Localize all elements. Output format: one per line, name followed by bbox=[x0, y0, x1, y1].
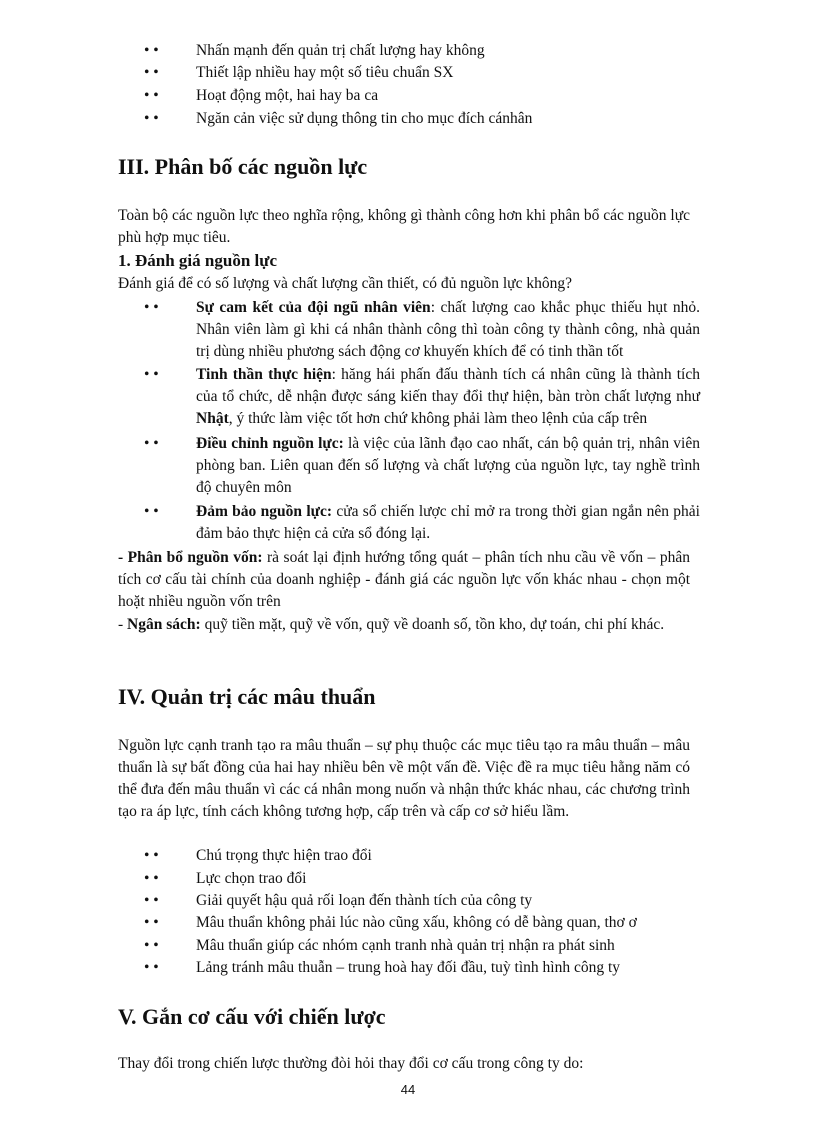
bullet-icon: • • bbox=[144, 959, 159, 976]
paragraph: Thay đổi trong chiến lược thường đòi hỏi thay đổi cơ cấu trong công ty do: bbox=[118, 1055, 584, 1072]
bullet-icon: • • bbox=[144, 87, 159, 104]
list-item: • • Lảng tránh mâu thuẫn – trung hoà hay đối đầu, tuỳ tình hình công ty bbox=[144, 957, 704, 979]
bullet-icon: • • bbox=[144, 366, 159, 383]
section-heading: V. Gắn cơ cấu với chiến lược bbox=[118, 1004, 386, 1029]
bullet-icon: • • bbox=[144, 299, 159, 316]
section-heading: III. Phân bố các nguồn lực bbox=[118, 154, 368, 179]
list-item: • • Mâu thuẩn không phải lúc nào cũng xấu, không có dễ bàng quan, thơ ơ bbox=[144, 912, 704, 934]
bullet-icon: • • bbox=[144, 914, 159, 931]
list-item: • • Giải quyết hậu quả rối loạn đến thành tích của công ty bbox=[144, 890, 704, 912]
bullet-icon: • • bbox=[144, 42, 159, 59]
paragraph: Toàn bộ các nguồn lực theo nghĩa rộng, không gì thành công hơn khi phân bổ các nguồn lực phù hợp mục tiêu. bbox=[118, 207, 690, 246]
bullet-icon: • • bbox=[144, 847, 159, 864]
paragraph: Đánh giá để có số lượng và chất lượng cần thiết, có đủ nguồn lực không? bbox=[118, 275, 572, 292]
list-item: • • Hoạt động một, hai hay ba ca bbox=[144, 85, 704, 107]
list-item: • • Điều chỉnh nguồn lực: là việc của lãnh đạo cao nhất, cán bộ quản trị, nhân viên phòng ban. Liên quan đến số lượng và chất lượng của nguồn lực, tay nghề trình độ chuyên môn bbox=[144, 435, 700, 496]
list-item: • • Đảm bảo nguồn lực: cửa sổ chiến lược chỉ mở ra trong thời gian ngắn nên phải đảm bảo thực hiện cả cửa sổ đóng lại. bbox=[144, 503, 700, 542]
section-heading: IV. Quản trị các mâu thuẩn bbox=[118, 684, 376, 709]
bullet-icon: • • bbox=[144, 64, 159, 81]
list-item: • • Chú trọng thực hiện trao đổi bbox=[144, 845, 704, 867]
list-item: • • Nhấn mạnh đến quản trị chất lượng hay không bbox=[144, 40, 704, 62]
paragraph: Nguồn lực cạnh tranh tạo ra mâu thuẩn – sự phụ thuộc các mục tiêu tạo ra mâu thuẩn – mâu thuẩn là sự bất đồng của hai hay nhiều bên về một vấn đề. Việc đề ra mục tiêu hằng năm có thể đưa đến mâu thuẩn vì các cá nhân mong nuốn và nhận thức khác nhau, các chương trình tạo ra áp lực, tính cách không tương hợp, cấp trên và cấp cơ sở hiểu lầm. bbox=[118, 737, 690, 820]
page-number: 44 bbox=[400, 1082, 416, 1097]
bullet-icon: • • bbox=[144, 937, 159, 954]
paragraph: - Ngân sách: quỹ tiền mặt, quỹ về vốn, quỹ về doanh số, tồn kho, dự toán, chi phí khác. bbox=[118, 616, 665, 633]
subsection-heading: 1. Đánh giá nguồn lực bbox=[118, 251, 277, 270]
list-item: • • Lực chọn trao đổi bbox=[144, 868, 704, 890]
bullet-icon: • • bbox=[144, 892, 159, 909]
list-item: • • Mâu thuẩn giúp các nhóm cạnh tranh nhà quản trị nhận ra phát sinh bbox=[144, 935, 704, 957]
list-item: • • Tinh thần thực hiện: hăng hái phấn đấu thành tích cá nhân cũng là thành tích của tổ chức, dễ nhận được sáng kiến thay đổi thự hiện, bàn tròn chất lượng như Nhật, ý thức làm việc tốt hơn chứ không phải làm theo lệnh của cấp trên bbox=[144, 366, 700, 427]
paragraph: - Phân bổ nguồn vốn: rà soát lại định hướng tổng quát – phân tích nhu cầu về vốn – phân tích cơ cấu tài chính của doanh nghiệp - đánh giá các nguồn lực vốn khác nhau - chọn một hoặt nhiều nguồn vốn trên bbox=[118, 549, 690, 610]
list-item: • • Thiết lập nhiều hay một số tiêu chuẩn SX bbox=[144, 62, 704, 84]
bullet-icon: • • bbox=[144, 435, 159, 452]
list-item: • • Ngăn cản việc sử dụng thông tin cho mục đích cánhân bbox=[144, 108, 704, 130]
bullet-icon: • • bbox=[144, 110, 159, 127]
list-item: • • Sự cam kết của đội ngũ nhân viên: chất lượng cao khắc phục thiếu hụt nhỏ. Nhân viên làm gì khi cá nhân thành công thì toàn công ty thành công, nhà quản trị dùng nhiều phương sách động cơ khuyến khích để có tinh thần tốt bbox=[144, 299, 700, 360]
bullet-icon: • • bbox=[144, 870, 159, 887]
bullet-icon: • • bbox=[144, 503, 159, 520]
